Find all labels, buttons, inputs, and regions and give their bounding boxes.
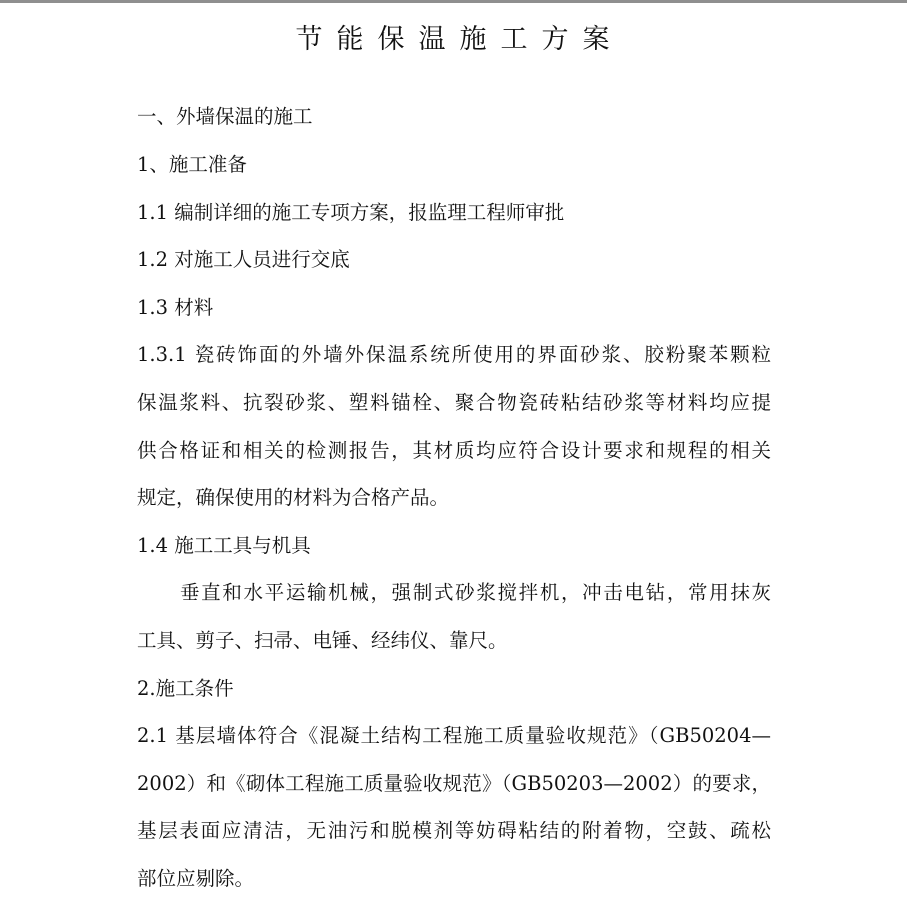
paragraph-1-3-heading: 1.3 材料 [137, 296, 214, 319]
paragraph-1-3-1-line-1: 1.3.1 瓷砖饰面的外墙外保温系统所使用的界面砂浆、胶粉聚苯颗粒 [137, 343, 771, 366]
paragraph-tools-line-1: 垂直和水平运输机械，强制式砂浆搅拌机，冲击电钻，常用抹灰 [180, 581, 771, 604]
paragraph-2-1-line-2: 2002）和《砌体工程施工质量验收规范》（GB50203—2002）的要求， [137, 772, 771, 795]
paragraph-1-3-1-line-2: 保温浆料、抗裂砂浆、塑料锚栓、聚合物瓷砖粘结砂浆等材料均应提 [137, 391, 771, 414]
document-title: 节能保温施工方案 [295, 24, 624, 55]
subsection-heading-construction-conditions: 2.施工条件 [137, 677, 234, 700]
section-heading-exterior-wall-insulation: 一、外墙保温的施工 [137, 105, 313, 128]
paragraph-1-1: 1.1 编制详细的施工专项方案，报监理工程师审批 [137, 201, 565, 224]
paragraph-1-3-1-line-3: 供合格证和相关的检测报告，其材质均应符合设计要求和规程的相关 [137, 439, 771, 462]
paragraph-2-1-line-4: 部位应剔除。 [137, 867, 255, 890]
paragraph-tools-line-2: 工具、剪子、扫帚、电锤、经纬仪、靠尺。 [137, 629, 508, 652]
paragraph-1-2: 1.2 对施工人员进行交底 [137, 248, 350, 271]
paragraph-2-1-line-3: 基层表面应清洁，无油污和脱模剂等妨碍粘结的附着物，空鼓、疏松 [137, 819, 771, 842]
paragraph-1-4-heading: 1.4 施工工具与机具 [137, 534, 311, 557]
paragraph-1-3-1-line-4: 规定，确保使用的材料为合格产品。 [137, 486, 450, 509]
paragraph-2-1-line-1: 2.1 基层墙体符合《混凝土结构工程施工质量验收规范》（GB50204— [137, 724, 771, 747]
subsection-heading-construction-preparation: 1、施工准备 [137, 153, 247, 176]
